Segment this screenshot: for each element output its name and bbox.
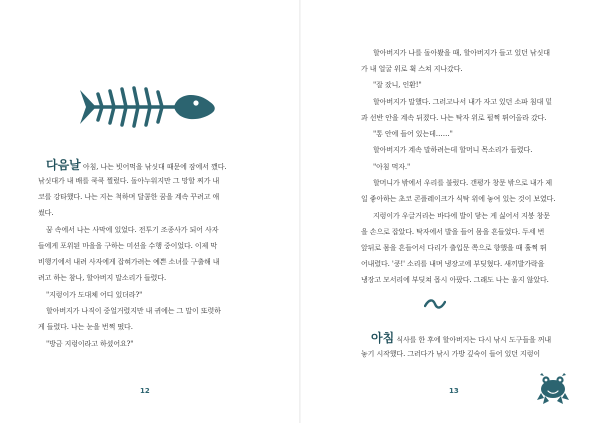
paragraph-line: 지렁이가 우글거리는 바다에 발이 닿는 게 싫어서 지붕 창문	[373, 212, 550, 220]
paragraph-line: 할아버지가 나직이 중얼거렸지만 내 귀에는 그 말이 또렷하	[46, 307, 221, 315]
left-page	[0, 0, 299, 423]
dialogue-line: "통 안에 들어 있는데……"	[373, 130, 453, 138]
paragraph-line: 비행기에서 내려 사자에게 잡혀가려는 예쁜 소녀를 구출해 내	[38, 258, 220, 266]
paragraph-line: 할머니가 밖에서 우리를 불렀다. 갠평가 창문 밖으로 내가 제	[373, 179, 553, 187]
paragraph-line: 과 선반 안을 계속 뒤졌다. 나는 탁자 위로 펄쩍 뛰어올라 갔다.	[361, 114, 547, 122]
paragraph-line: 냉장고 모서리에 부딪쳐 몹시 아팠다. 그래도 나는 울지 않았다.	[361, 276, 549, 284]
dialogue-line: "지렁이가 도대체 어디 있더라?"	[46, 291, 143, 299]
page-number: 13	[449, 387, 459, 395]
wave-divider-icon	[424, 298, 446, 310]
paragraph-line: 일 좋아하는 초코 콘플레이크가 식탁 위에 놓여 있는 것이 보였다.	[361, 195, 556, 203]
paragraph-line: 놓기 시작했다. 그러다가 낚시 가방 깊숙이 들어 있던 지렁이	[361, 350, 541, 358]
paragraph-line: 낚싯대가 내 배를 쿡쿡 찔렀다. 돌아누워지만 그 망할 찌가 내	[38, 177, 220, 185]
paragraph-line: 할아버지가 계속 말하려는데 할머니 목소리가 들렸다.	[373, 146, 533, 154]
paragraph-line	[46, 156, 227, 173]
paragraph-line: 코를 강타했다. 나는 지는 척하며 달콤한 꿈을 계속 꾸려고 애	[38, 193, 220, 201]
frog-icon	[536, 373, 570, 405]
paragraph-line: 을 손으로 잡았다. 탁자에서 발을 들어 몸을 흔들었다. 두세 번	[361, 228, 545, 236]
paragraph-line: 가 내 얼굴 위로 휙 스쳐 지나갔다.	[361, 65, 463, 73]
paragraph-line	[371, 329, 551, 346]
dialogue-line: "아침 먹자."	[373, 163, 411, 171]
paragraph-line: 앞뒤로 몸을 흔들어서 다리가 출입문 쪽으로 향했을 때 훌쩍 뛰	[361, 244, 547, 252]
paragraph-line: 려고 하는 참나, 할아버지 말소리가 들렸다.	[38, 274, 167, 282]
paragraph-line: 할아버지가 나를 돌아봤을 때, 할아버지가 들고 있던 낚싯대	[373, 49, 550, 57]
paragraph-text: 식사를 한 후에 할아버지는 다시 낚시 도구들을 꺼내	[394, 336, 552, 344]
paragraph-line: 들에게 포위된 마을을 구하는 미션을 수행 중이었다. 이제 막	[38, 242, 218, 250]
fish-skeleton-icon	[78, 80, 218, 134]
paragraph-line: 어내렸다. '쿵!' 소리를 내며 냉장고에 부딪혔다. 새끼발가락을	[361, 260, 545, 268]
right-page	[301, 0, 600, 423]
paragraph-text: 아침, 나는 빗어먹을 낚싯대 때문에 잠에서 깼다.	[80, 163, 227, 171]
paragraph-line: 꿈 속에서 나는 사막에 있었다. 전투기 조종사가 되어 사자	[46, 226, 219, 234]
paragraph-line: 게 들렸다. 나는 눈을 번쩍 떴다.	[38, 323, 133, 331]
section-lead-word: 아침	[371, 331, 395, 345]
page-number: 12	[140, 387, 150, 395]
dialogue-line: "방금 지렁이라고 하셨어요?"	[46, 340, 134, 348]
dialogue-line: "잘 잤니, 인환!"	[373, 81, 422, 89]
chapter-lead-word: 다음날	[46, 158, 81, 172]
paragraph-line: 할아버지가 말했다. 그러고나서 내가 자고 있던 소파 침대 밑	[373, 98, 553, 106]
paragraph-line: 썼다.	[38, 209, 54, 217]
